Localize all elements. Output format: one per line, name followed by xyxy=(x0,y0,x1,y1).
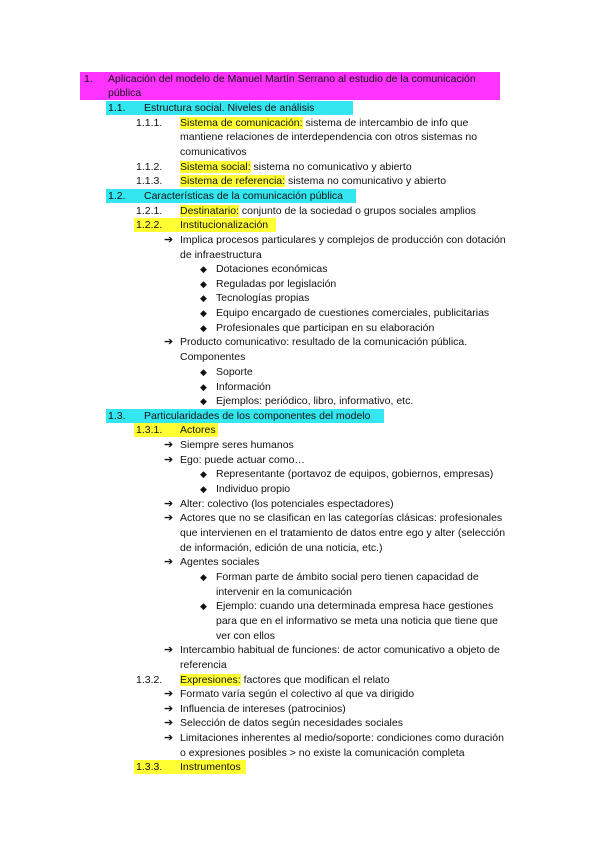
list-item: Información xyxy=(216,381,271,393)
list-item-cont: referencia xyxy=(180,659,227,671)
list-item-cont: que intervienen en el tratamiento de datos entre ego y alter (selección xyxy=(180,527,506,539)
list-item: Siempre seres humanos xyxy=(180,439,294,451)
list-item: Ejemplos: periódico, libro, informativo, etc. xyxy=(216,395,414,407)
list-item: Implica procesos particulares y complejos de producción con dotación xyxy=(180,234,506,246)
heading-1-number: 1. xyxy=(84,73,93,85)
arrow-icon: ➔ xyxy=(164,717,174,729)
item-1-3-2-line xyxy=(180,673,390,688)
list-item: Intercambio habitual de funciones: de actor comunicativo a objeto de xyxy=(180,644,500,656)
arrow-icon: ➔ xyxy=(164,688,174,700)
list-item-cont: de información, edición de una noticia, etc.) xyxy=(180,542,383,554)
diamond-bullet-icon: ◆ xyxy=(200,308,207,318)
item-1-1-3-label: Sistema de referencia: xyxy=(180,175,286,187)
item-1-1-1-label: Sistema de comunicación: xyxy=(180,117,303,129)
heading-1-1-number: 1.1. xyxy=(108,102,126,114)
diamond-bullet-icon: ◆ xyxy=(200,572,207,582)
item-1-2-1-number: 1.2.1. xyxy=(136,205,163,217)
arrow-icon: ➔ xyxy=(164,703,174,715)
list-item: Individuo propio xyxy=(216,483,291,495)
heading-1-title: Aplicación del modelo de Manuel Martín Serrano al estudio de la comunicación xyxy=(108,73,476,85)
list-item-cont: intervenir en la comunicación xyxy=(216,586,352,598)
list-item-cont: o expresiones posibles > no existe la comunicación completa xyxy=(180,747,465,759)
list-item: Ego: puede actuar como… xyxy=(180,454,305,466)
list-item: Formato varía según el colectivo al que va dirigido xyxy=(180,688,415,700)
list-item: Limitaciones inherentes al medio/soporte: condiciones como duración xyxy=(180,732,504,744)
item-1-2-2-number: 1.2.2. xyxy=(136,219,163,231)
list-item: Selección de datos según necesidades sociales xyxy=(180,717,403,729)
arrow-icon: ➔ xyxy=(164,556,174,568)
item-1-1-1-text-2: mantiene relaciones de interdependencia con otros sistemas no xyxy=(180,131,478,143)
diamond-bullet-icon: ◆ xyxy=(200,601,207,611)
list-item: Profesionales que participan en su elaboración xyxy=(216,322,435,334)
heading-1-2-number: 1.2. xyxy=(108,190,126,202)
heading-1-title-cont: pública xyxy=(108,87,142,99)
item-1-3-1-label: Actores xyxy=(180,424,216,436)
item-1-1-3-number: 1.1.3. xyxy=(136,175,163,187)
item-1-3-1-number: 1.3.1. xyxy=(136,424,163,436)
diamond-bullet-icon: ◆ xyxy=(200,367,207,377)
list-item: Tecnologías propias xyxy=(216,292,310,304)
list-item: Ejemplo: cuando una determinada empresa hace gestiones xyxy=(216,600,494,612)
item-1-2-1-line xyxy=(180,204,476,219)
diamond-bullet-icon: ◆ xyxy=(200,382,207,392)
item-1-2-2-label: Institucionalización xyxy=(180,219,269,231)
heading-1-3-number: 1.3. xyxy=(108,410,126,422)
item-1-1-2-label: Sistema social: xyxy=(180,161,251,173)
list-item-cont: ver con ellos xyxy=(216,630,275,642)
item-1-1-1-line xyxy=(180,116,468,131)
list-item: Representante (portavoz de equipos, gobiernos, empresas) xyxy=(216,468,494,480)
item-1-2-1-label: Destinatario: xyxy=(180,205,239,217)
arrow-icon: ➔ xyxy=(164,512,174,524)
diamond-bullet-icon: ◆ xyxy=(200,484,207,494)
item-1-3-2-text: factores que modifican el relato xyxy=(240,674,390,686)
diamond-bullet-icon: ◆ xyxy=(200,323,207,333)
list-item: Dotaciones económicas xyxy=(216,263,328,275)
list-item: Equipo encargado de cuestiones comerciales, publicitarias xyxy=(216,307,490,319)
arrow-icon: ➔ xyxy=(164,336,174,348)
list-item: Influencia de intereses (patrocinios) xyxy=(180,703,346,715)
arrow-icon: ➔ xyxy=(164,732,174,744)
item-1-1-3-text: sistema no comunicativo y abierto xyxy=(285,175,447,187)
arrow-icon: ➔ xyxy=(164,498,174,510)
list-item-cont: Componentes xyxy=(180,351,246,363)
item-1-1-1-text: sistema de intercambio de info que xyxy=(302,117,469,129)
item-1-1-3-line xyxy=(180,174,446,189)
list-item: Producto comunicativo: resultado de la comunicación pública. xyxy=(180,336,468,348)
arrow-icon: ➔ xyxy=(164,234,174,246)
item-1-1-2-line xyxy=(180,160,412,175)
list-item: Alter: colectivo (los potenciales espectadores) xyxy=(180,498,394,510)
list-item: Soporte xyxy=(216,366,253,378)
diamond-bullet-icon: ◆ xyxy=(200,293,207,303)
list-item-cont: de infraestructura xyxy=(180,249,262,261)
item-1-1-1-number: 1.1.1. xyxy=(136,117,163,129)
list-item-cont: para que en el informativo se meta una noticia que tiene que xyxy=(216,615,498,627)
item-1-1-2-number: 1.1.2. xyxy=(136,161,163,173)
arrow-icon: ➔ xyxy=(164,644,174,656)
diamond-bullet-icon: ◆ xyxy=(200,396,207,406)
item-1-3-2-label: Expresiones: xyxy=(180,674,241,686)
item-1-3-3-number: 1.3.3. xyxy=(136,761,163,773)
heading-1-3-title: Particularidades de los componentes del modelo xyxy=(144,410,371,422)
list-item: Reguladas por legislación xyxy=(216,278,337,290)
item-1-1-1-text-3: comunicativos xyxy=(180,146,247,158)
item-1-2-1-text: conjunto de la sociedad o grupos sociales amplios xyxy=(238,205,476,217)
list-item: Agentes sociales xyxy=(180,556,260,568)
heading-1-1-title: Estructura social. Niveles de análisis xyxy=(144,102,315,114)
arrow-icon: ➔ xyxy=(164,454,174,466)
diamond-bullet-icon: ◆ xyxy=(200,279,207,289)
arrow-icon: ➔ xyxy=(164,439,174,451)
diamond-bullet-icon: ◆ xyxy=(200,469,207,479)
list-item: Forman parte de ámbito social pero tienen capacidad de xyxy=(216,571,479,583)
item-1-1-2-text: sistema no comunicativo y abierto xyxy=(250,161,412,173)
item-1-3-2-number: 1.3.2. xyxy=(136,674,163,686)
item-1-3-3-label: Instrumentos xyxy=(180,761,241,773)
list-item: Actores que no se clasifican en las categorías clásicas: profesionales xyxy=(180,512,503,524)
heading-1-2-title: Características de la comunicación pública xyxy=(144,190,344,202)
diamond-bullet-icon: ◆ xyxy=(200,264,207,274)
